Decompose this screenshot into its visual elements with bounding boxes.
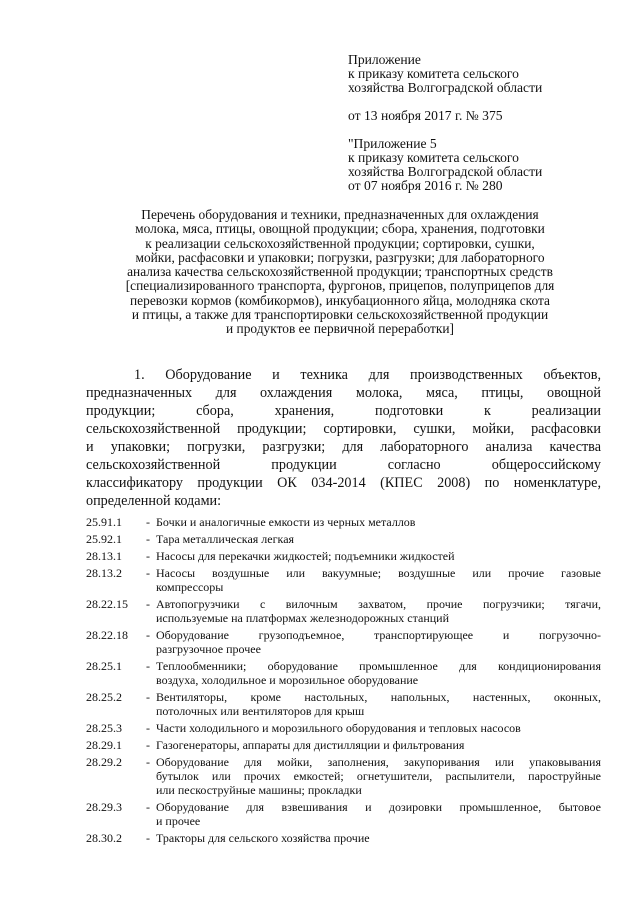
code-description: [156, 659, 601, 687]
dash-separator: -: [146, 659, 150, 673]
okpd-code: 28.22.15: [86, 597, 128, 611]
okpd-code: 25.92.1: [86, 532, 122, 546]
code-description-line: потолочных или вентиляторов для крыш: [156, 704, 365, 718]
code-row: [86, 800, 601, 828]
title-line: молока, мяса, птицы, овощной продукции; сбора, хранения, подготовки: [135, 221, 545, 237]
section-1-line: определенной кодами:: [86, 493, 222, 509]
dash-separator: -: [146, 628, 150, 642]
code-description-line: бутылок или прочих емкостей; огнетушители, распылители, пароструйные: [156, 769, 601, 783]
header-line: к приказу комитета сельского: [348, 66, 519, 81]
code-description-line: разгрузочное прочее: [156, 642, 261, 656]
dash-separator: -: [146, 532, 150, 546]
code-row: [86, 532, 601, 546]
title-line: и птицы, а также для транспортировки сельскохозяйственной продукции: [131, 307, 549, 323]
header-spacer: [348, 123, 618, 137]
code-description-line: используемые на платформах железнодорожных станций: [156, 611, 450, 625]
code-description: [156, 532, 601, 546]
okpd-code: 28.29.1: [86, 738, 122, 752]
dash-separator: -: [146, 738, 150, 752]
code-description-line: Тара металлическая легкая: [156, 532, 295, 546]
code-row: [86, 597, 601, 625]
code-row: [86, 690, 601, 718]
code-row: [86, 831, 601, 845]
code-description: [156, 515, 601, 529]
okpd-code: 28.29.2: [86, 755, 122, 769]
code-description-line: Насосы воздушные или вакуумные; воздушные или прочие газовые: [156, 566, 601, 580]
code-description-line: Части холодильного и морозильного оборудования и тепловых насосов: [156, 721, 521, 735]
okpd-code: 28.22.18: [86, 628, 128, 642]
okpd-code: 28.13.2: [86, 566, 122, 580]
header-line: к приказу комитета сельского: [348, 150, 519, 165]
code-description-line: воздуха, холодильное и морозильное оборудование: [156, 673, 419, 687]
section-1-line: классификатору продукции ОК 034-2014 (КПЕС 2008) по номенклатуре,: [86, 475, 601, 491]
code-description-line: Вентиляторы, кроме настольных, напольных, настенных, оконных,: [156, 690, 601, 704]
document-title: [70, 208, 610, 337]
dash-separator: -: [146, 549, 150, 563]
title-line: перевозки кормов (комбикормов), инкубационного яйца, молодняка скота: [130, 292, 550, 308]
section-1-line: и упаковки; погрузки, разгрузки; для лабораторного анализа качества: [86, 439, 601, 455]
code-description: [156, 597, 601, 625]
title-line: [специализированного транспорта, фургонов, прицепов, полуприцепов для: [125, 278, 555, 294]
header-line: Приложение: [348, 52, 421, 67]
dash-separator: -: [146, 566, 150, 580]
title-line: анализа качества сельскохозяйственной продукции; транспортных средств: [127, 264, 553, 280]
code-description-line: Оборудование для взвешивания и дозировки промышленное, бытовое: [156, 800, 601, 814]
code-description-line: Оборудование для мойки, заполнения, закупоривания или упаковывания: [156, 755, 601, 769]
code-description: [156, 738, 601, 752]
code-row: [86, 755, 601, 797]
title-line: мойки, расфасовки и упаковки; погрузки, разгрузки; для лабораторного: [135, 249, 545, 265]
appendix-header: [348, 53, 618, 193]
code-row: [86, 566, 601, 594]
code-row: [86, 628, 601, 656]
code-description: [156, 755, 601, 797]
okpd-code: 28.13.1: [86, 549, 122, 563]
okpd-code: 28.29.3: [86, 800, 122, 814]
okpd-code: 28.25.3: [86, 721, 122, 735]
section-1-line: предназначенных для охлаждения молока, мяса, птицы, овощной: [86, 385, 601, 401]
code-row: [86, 721, 601, 735]
code-description-line: Оборудование грузоподъемное, транспортирующее и погрузочно-: [156, 628, 601, 642]
code-row: [86, 515, 601, 529]
code-row: [86, 549, 601, 563]
code-description-line: или пескоструйные машины; прокладки: [156, 783, 362, 797]
header-line: от 13 ноября 2017 г. № 375: [348, 108, 503, 123]
code-description-line: и прочее: [156, 814, 201, 828]
dash-separator: -: [146, 690, 150, 704]
code-description-line: Газогенераторы, аппараты для дистилляции и фильтрования: [156, 738, 465, 752]
dash-separator: -: [146, 800, 150, 814]
code-description: [156, 566, 601, 594]
codes-list: [86, 515, 601, 848]
code-description: [156, 831, 601, 845]
header-line: "Приложение 5: [348, 136, 437, 151]
code-description: [156, 690, 601, 718]
header-line: от 07 ноября 2016 г. № 280: [348, 178, 503, 193]
code-row: [86, 738, 601, 752]
header-line: хозяйства Волгоградской области: [348, 164, 543, 179]
section-1-line: сельскохозяйственной продукции; сортировки, сушки, мойки, расфасовки: [86, 421, 601, 437]
dash-separator: -: [146, 755, 150, 769]
section-1-line: сельскохозяйственной продукции согласно общероссийскому: [86, 457, 601, 473]
header-line: хозяйства Волгоградской области: [348, 80, 543, 95]
title-line: и продуктов ее первичной переработки]: [226, 321, 454, 337]
section-1-paragraph: [86, 366, 601, 510]
okpd-code: 25.91.1: [86, 515, 122, 529]
header-spacer: [348, 95, 618, 109]
code-row: [86, 659, 601, 687]
title-line: Перечень оборудования и техники, предназначенных для охлаждения: [141, 207, 539, 222]
code-description-line: Тракторы для сельского хозяйства прочие: [156, 831, 370, 845]
dash-separator: -: [146, 597, 150, 611]
okpd-code: 28.25.1: [86, 659, 122, 673]
code-description-line: Теплообменники; оборудование промышленное для кондиционирования: [156, 659, 601, 673]
section-1-line: 1. Оборудование и техника для производственных объектов,: [134, 367, 601, 383]
code-description-line: Автопогрузчики с вилочным захватом, прочие погрузчики; тягачи,: [156, 597, 601, 611]
code-description-line: компрессоры: [156, 580, 224, 594]
title-line: к реализации сельскохозяйственной продукции; сортировки, сушки,: [145, 235, 535, 251]
code-description: [156, 549, 601, 563]
code-description: [156, 628, 601, 656]
okpd-code: 28.25.2: [86, 690, 122, 704]
okpd-code: 28.30.2: [86, 831, 122, 845]
section-1-line: продукции; сбора, хранения, подготовки к реализации: [86, 403, 601, 419]
dash-separator: -: [146, 515, 150, 529]
code-description: [156, 800, 601, 828]
code-description-line: Бочки и аналогичные емкости из черных металлов: [156, 515, 416, 529]
code-description: [156, 721, 601, 735]
dash-separator: -: [146, 721, 150, 735]
code-description-line: Насосы для перекачки жидкостей; подъемники жидкостей: [156, 549, 455, 563]
dash-separator: -: [146, 831, 150, 845]
